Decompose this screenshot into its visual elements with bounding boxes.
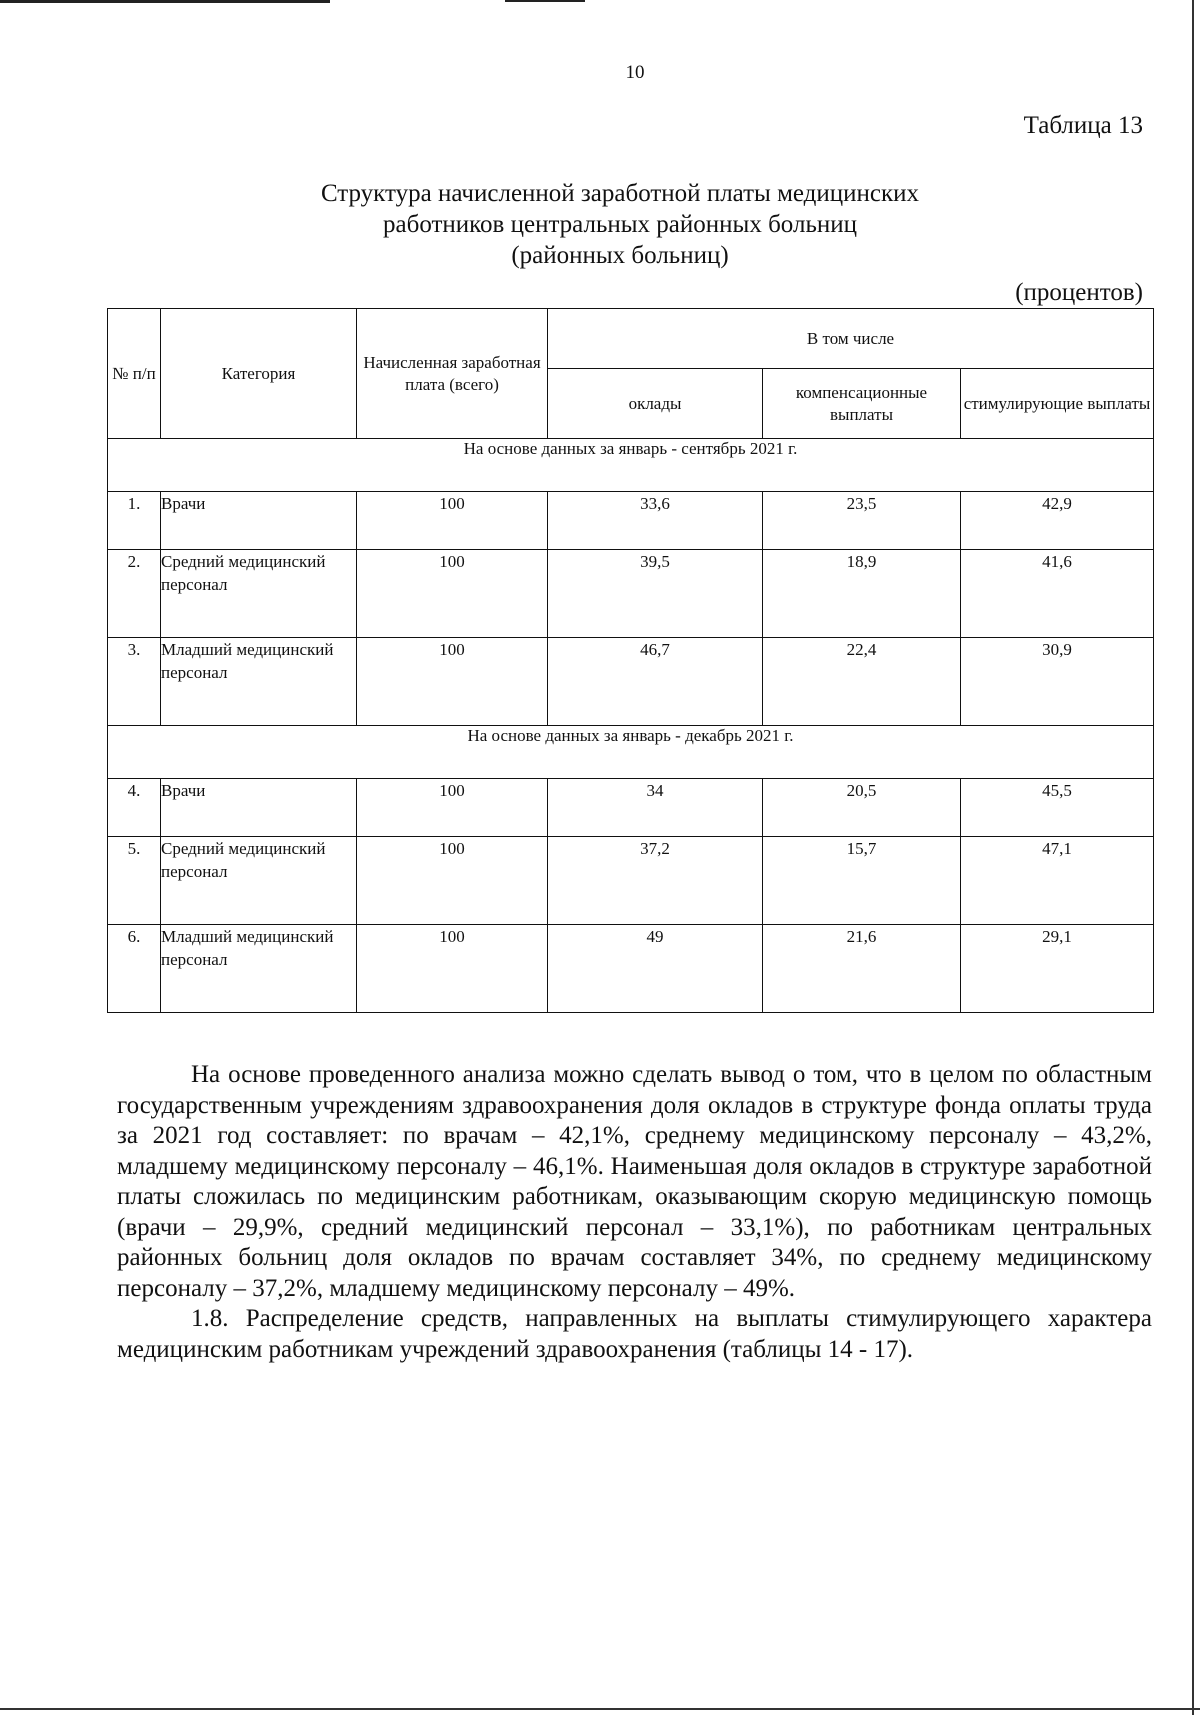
cell-salaries: 46,7 (548, 638, 763, 726)
cell-incentive: 30,9 (961, 638, 1154, 726)
cell-total: 100 (357, 550, 548, 638)
cell-compensation: 20,5 (763, 779, 961, 837)
cell-num: 6. (108, 925, 161, 1013)
cell-compensation: 22,4 (763, 638, 961, 726)
header-incentive: стимулирующие выплаты (961, 369, 1154, 439)
cell-category: Врачи (161, 779, 357, 837)
page-number: 10 (625, 62, 645, 83)
paragraph: 1.8. Распределение средств, направленных на выплаты стимулирующего характера медицинским работникам учреждений здравоохранения (таблицы 14 - 17). (117, 1305, 1152, 1363)
cell-incentive: 42,9 (961, 492, 1154, 550)
cell-total: 100 (357, 638, 548, 726)
cell-salaries: 34 (548, 779, 763, 837)
cell-total: 100 (357, 837, 548, 925)
header-including: В том числе (548, 309, 1154, 369)
cell-compensation: 21,6 (763, 925, 961, 1013)
table-title (220, 178, 1020, 271)
cell-salaries: 33,6 (548, 492, 763, 550)
table-row (108, 779, 1154, 837)
cell-salaries: 39,5 (548, 550, 763, 638)
salary-structure-table (107, 308, 1154, 1013)
section-title: На основе данных за январь - сентябрь 2021 г. (108, 439, 1154, 492)
cell-total: 100 (357, 492, 548, 550)
cell-compensation: 15,7 (763, 837, 961, 925)
paragraph: На основе проведенного анализа можно сделать вывод о том, что в целом по областным государственным учреждениям здравоохранения доля окладов в структуре фонда оплаты труда за 2021 год составляет: по врачам – 42,1%, среднему медицинскому персоналу – 43,2%, младшему медицинскому персоналу – 46,1%. Наименьшая доля окладов в структуре заработной платы сложилась по медицинским работникам, оказывающим скорую медицинскую помощь (врачи – 29,9%, средний медицинский персонал – 33,1%), по работникам центральных районных больниц доля окладов по врачам составляет 34%, по среднему медицинскому персоналу – 37,2%, младшему медицинскому персоналу – 49%. (117, 1061, 1152, 1302)
header-category: Категория (161, 309, 357, 439)
scan-edge-bottom (0, 1708, 1200, 1710)
table-header-row (108, 309, 1154, 369)
section-row (108, 726, 1154, 779)
table-title-line: работников центральных районных больниц (383, 211, 857, 238)
table-row (108, 837, 1154, 925)
cell-incentive: 47,1 (961, 837, 1154, 925)
units-label: (процентов) (1015, 279, 1143, 306)
table-row (108, 638, 1154, 726)
table-row (108, 925, 1154, 1013)
cell-category: Средний медицинский персонал (161, 550, 357, 638)
table-row (108, 550, 1154, 638)
header-total-salary: Начисленная заработная плата (всего) (357, 309, 548, 439)
cell-total: 100 (357, 925, 548, 1013)
table-label: Таблица 13 (1023, 112, 1143, 139)
cell-num: 1. (108, 492, 161, 550)
table-row (108, 492, 1154, 550)
cell-incentive: 41,6 (961, 550, 1154, 638)
scan-edge-right (1192, 0, 1194, 1715)
cell-num: 5. (108, 837, 161, 925)
cell-category: Младший медицинский персонал (161, 925, 357, 1013)
table-title-line: Структура начисленной заработной платы медицинских (320, 180, 920, 207)
scan-artifact-top (505, 0, 585, 2)
header-num: № п/п (108, 309, 161, 439)
cell-compensation: 23,5 (763, 492, 961, 550)
cell-compensation: 18,9 (763, 550, 961, 638)
cell-salaries: 37,2 (548, 837, 763, 925)
cell-incentive: 29,1 (961, 925, 1154, 1013)
header-salaries: оклады (548, 369, 763, 439)
body-text (117, 1060, 1152, 1365)
table-title-line: (районных больниц) (511, 242, 729, 269)
header-compensation: компенсационные выплаты (763, 369, 961, 439)
cell-salaries: 49 (548, 925, 763, 1013)
cell-category: Средний медицинский персонал (161, 837, 357, 925)
cell-num: 4. (108, 779, 161, 837)
section-row (108, 439, 1154, 492)
scan-artifact-top (130, 0, 330, 3)
cell-num: 2. (108, 550, 161, 638)
cell-incentive: 45,5 (961, 779, 1154, 837)
section-title: На основе данных за январь - декабрь 2021 г. (108, 726, 1154, 779)
scan-artifact-top (0, 0, 130, 3)
cell-total: 100 (357, 779, 548, 837)
cell-category: Младший медицинский персонал (161, 638, 357, 726)
cell-num: 3. (108, 638, 161, 726)
cell-category: Врачи (161, 492, 357, 550)
